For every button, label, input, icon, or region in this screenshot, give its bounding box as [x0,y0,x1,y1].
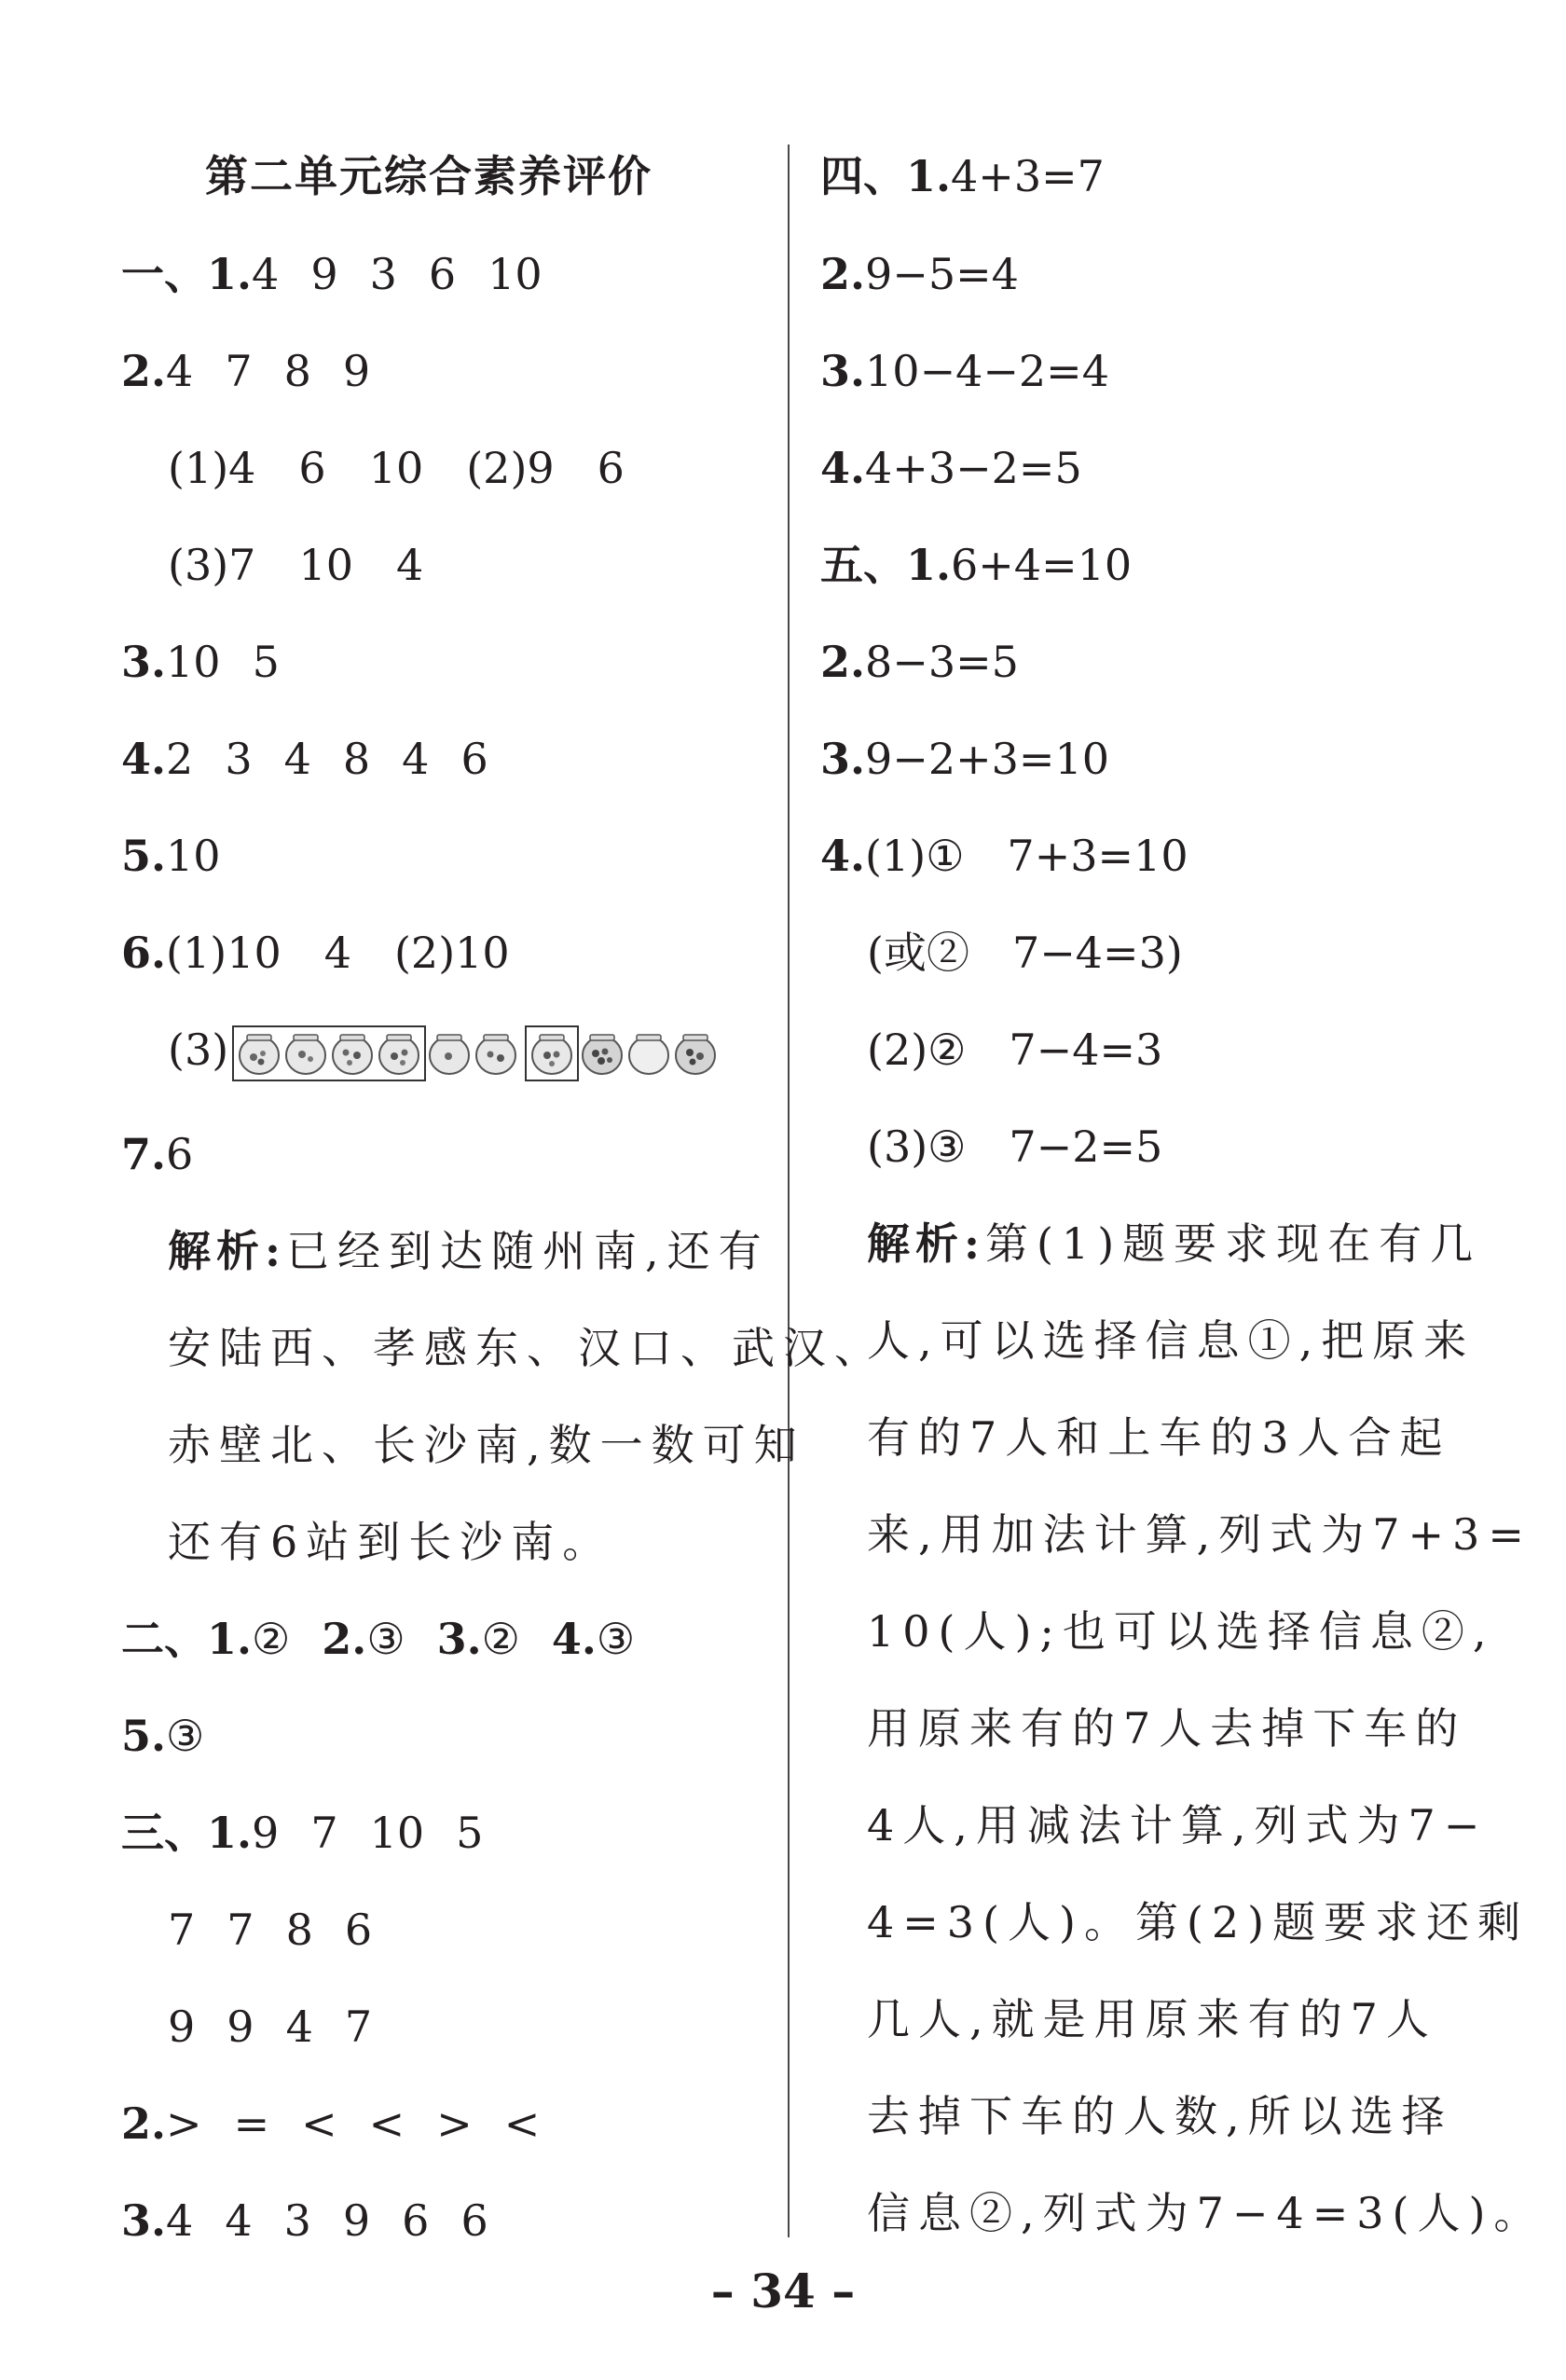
jar-box-2 [525,1025,579,1081]
jar-row [232,1025,719,1081]
s4-q1: 四、1.4+3=7 [820,151,1105,201]
jar-icon [282,1030,329,1077]
s5-analysis-line-4: 来,用加法计算,列式为7+3= [867,1509,1532,1560]
s5-q2: 2.8−3=5 [820,637,1019,687]
s2-row-2: 5.③ [121,1711,205,1761]
s4-q3: 3.10−4−2=4 [820,346,1109,396]
s1-q2-sub2: (3)7 10 4 [168,540,424,590]
s5-analysis-line-9: 几人,就是用原来有的7人 [867,1994,1437,2044]
s4-q2: 2.9−5=4 [820,249,1019,299]
jar-box-1 [232,1025,426,1081]
s1-q2-sub1: (1)4 6 10 (2)9 6 [168,443,625,493]
s5-analysis-line-11: 信息②,列式为7−4=3(人)。 [867,2188,1545,2238]
s5-q4-1: 4.(1)① 7+3=10 [820,831,1188,881]
s3-q3: 3.4 4 3 9 6 6 [121,2195,488,2246]
jar-icon [625,1030,672,1077]
page-number: – 34 – [710,2263,856,2318]
s5-analysis-line-8: 4=3(人)。第(2)题要求还剩 [867,1897,1530,1947]
s5-analysis-line-10: 去掉下车的人数,所以选择 [867,2091,1453,2141]
s5-q4-2: (2)② 7−4=3 [867,1025,1163,1075]
jar-icon [529,1030,575,1077]
jar-icon [236,1030,282,1077]
s5-analysis-line-3: 有的7人和上车的3人合起 [867,1412,1451,1463]
s1-analysis-line-4: 还有6站到长沙南。 [168,1517,614,1567]
s5-q1: 五、1.6+4=10 [820,540,1133,590]
s1-analysis-line-2: 安陆西、孝感东、汉口、武汉、 [168,1323,886,1373]
s1-q2: 2.4 7 8 9 [121,346,371,396]
s1-q6-sub3: (3) [121,1001,719,1098]
s3-q2: 2.> = < < > < [121,2098,541,2149]
s1-q1: 一、1.4 9 3 6 10 [121,249,543,299]
jar-icon [376,1030,422,1077]
jar-icon [329,1030,376,1077]
s5-analysis-line-7: 4人,用减法计算,列式为7− [867,1800,1489,1850]
s3-q1-row-2: 7 7 8 6 [168,1905,373,1955]
s3-q1-row-3: 9 9 4 7 [168,2002,373,2052]
s5-analysis-line-5: 10(人);也可以选择信息②, [867,1606,1495,1657]
s1-analysis-line-3: 赤壁北、长沙南,数一数可知 [168,1420,805,1470]
s5-q4-1-alt: (或② 7−4=3) [867,928,1183,978]
s5-q4-3: (3)③ 7−2=5 [867,1121,1163,1172]
s1-q5: 5.10 [121,831,221,881]
s1-q7: 7.6 [121,1129,194,1179]
column-divider [788,144,790,2237]
page-title: 第二单元综合素养评价 [205,151,652,201]
s5-analysis-line-2: 人,可以选择信息①,把原来 [867,1315,1476,1366]
jar-icon [672,1030,719,1077]
s5-analysis-line-6: 用原来有的7人去掉下车的 [867,1703,1467,1754]
s5-analysis-line-1: 解析:第(1)题要求现在有几 [867,1218,1482,1269]
jar-icon [426,1030,473,1077]
s4-q4: 4.4+3−2=5 [820,443,1082,493]
s1-q6: 6.(1)10 4 (2)10 [121,928,510,978]
s1-q4: 4.2 3 4 8 4 6 [121,734,488,784]
s1-q3: 3.10 5 [121,637,280,687]
s5-q3: 3.9−2+3=10 [820,734,1109,784]
jar-icon [473,1030,519,1077]
s1-analysis-line-1: 解析:已经到达随州南,还有 [168,1226,770,1276]
s2-row-1: 二、1.② 2.③ 3.② 4.③ [121,1614,636,1664]
jar-icon [579,1030,625,1077]
s3-q1-row-1: 三、1.9 7 10 5 [121,1808,484,1858]
